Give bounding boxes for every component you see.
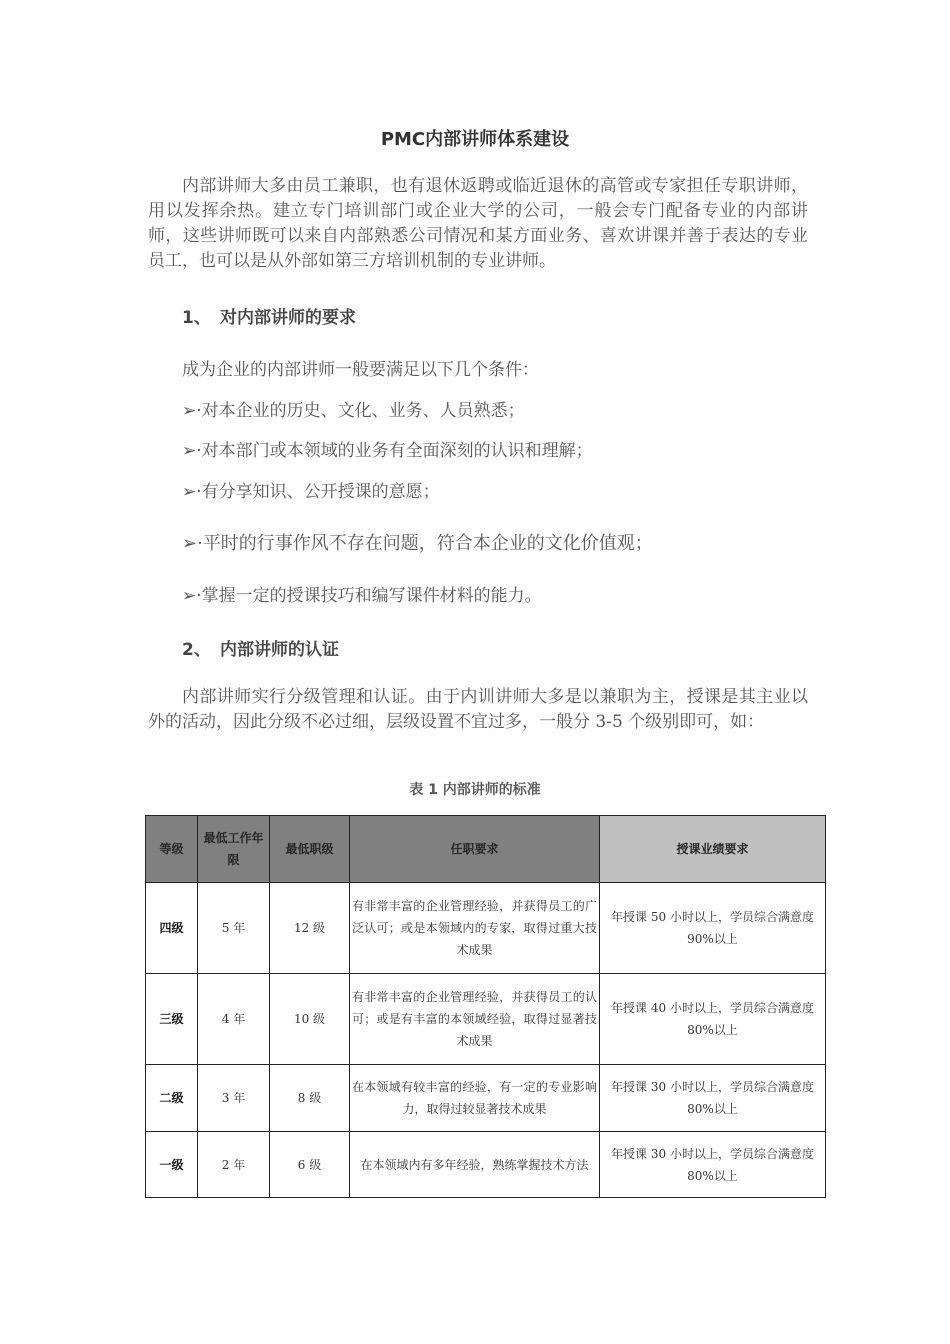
- intro-paragraph: 内部讲师大多由员工兼职，也有退休返聘或临近退休的高管或专家担任专职讲师，用以发挥余热。建立专门培训部门或企业大学的公司，一般会专门配备专业的内部讲师，这些讲师既可以来自内部熟悉公司情况和某方面业务、喜欢讲课并善于表达的专业员工，也可以是从外部如第三方培训机制的专业讲师。: [148, 176, 808, 271]
- requirement-cell: 有非常丰富的企业管理经验，并获得员工的认可；或是有丰富的本领域经验，取得过显著技术成果: [350, 974, 600, 1065]
- level-cell: 三级: [146, 974, 198, 1065]
- bullet-item: [182, 581, 542, 606]
- requirement-cell: 在本领域有较丰富的经验，有一定的专业影响力，取得过较显著技术成果: [350, 1065, 600, 1132]
- bullet-arrow-icon: ➢·: [182, 482, 202, 502]
- bullet-item: [182, 477, 440, 502]
- years-cell: 4 年: [198, 974, 270, 1065]
- section-1-heading: [182, 303, 356, 328]
- years-cell: 5 年: [198, 883, 270, 974]
- lecturer-standards-table: [145, 815, 826, 1198]
- header-level: 等级: [146, 816, 198, 883]
- table-row: [146, 974, 826, 1065]
- section-2-paragraph: 内部讲师实行分级管理和认证。由于内训讲师大多是以兼职为主，授课是其主业以外的活动，因此分级不必过细，层级设置不宜过多，一般分 3-5 个级别即可，如：: [148, 687, 808, 732]
- years-cell: 3 年: [198, 1065, 270, 1132]
- table-row: [146, 1065, 826, 1132]
- section-1-number: 1、: [182, 308, 211, 328]
- table-caption: 表 1 内部讲师的标准: [409, 782, 541, 798]
- requirement-cell: 有非常丰富的企业管理经验，并获得员工的广泛认可；或是本领域内的专家，取得过重大技术成果: [350, 883, 600, 974]
- bullet-text: 对本企业的历史、文化、业务、人员熟悉；: [201, 401, 525, 421]
- performance-cell: 年授课 50 小时以上，学员综合满意度 90%以上: [600, 883, 826, 974]
- performance-cell: 年授课 30 小时以上，学员综合满意度 80%以上: [600, 1132, 826, 1198]
- bullet-arrow-icon: ➢·: [182, 441, 202, 461]
- section-2-title: 内部讲师的认证: [220, 640, 339, 660]
- table-row: [146, 1132, 826, 1198]
- rank-cell: 6 级: [270, 1132, 350, 1198]
- bullet-item: [182, 529, 653, 555]
- document-title: PMC内部讲师体系建设: [380, 129, 570, 150]
- requirement-cell: 在本领域内有多年经验，熟练掌握技术方法: [350, 1132, 600, 1198]
- bullet-item: [182, 396, 525, 421]
- level-cell: 二级: [146, 1065, 198, 1132]
- header-performance: 授课业绩要求: [600, 816, 826, 883]
- bullet-text: 对本部门或本领域的业务有全面深刻的认识和理解；: [201, 441, 593, 461]
- rank-cell: 12 级: [270, 883, 350, 974]
- header-min-rank: 最低职级: [270, 816, 350, 883]
- section-2-number: 2、: [182, 640, 211, 660]
- section-1-lead: 成为企业的内部讲师一般要满足以下几个条件：: [182, 360, 539, 380]
- header-min-years: 最低工作年限: [198, 816, 270, 883]
- level-cell: 一级: [146, 1132, 198, 1198]
- bullet-arrow-icon: ➢·: [182, 401, 202, 421]
- performance-cell: 年授课 30 小时以上，学员综合满意度 80%以上: [600, 1065, 826, 1132]
- table-header-row: [146, 816, 826, 883]
- bullet-arrow-icon: ➢·: [182, 586, 202, 606]
- header-requirement: 任职要求: [350, 816, 600, 883]
- bullet-item: [182, 436, 593, 461]
- performance-cell: 年授课 40 小时以上，学员综合满意度 80%以上: [600, 974, 826, 1065]
- bullet-text: 有分享知识、公开授课的意愿；: [201, 482, 440, 502]
- level-cell: 四级: [146, 883, 198, 974]
- years-cell: 2 年: [198, 1132, 270, 1198]
- bullet-text: 掌握一定的授课技巧和编写课件材料的能力。: [201, 586, 542, 606]
- bullet-text: 平时的行事作风不存在问题，符合本企业的文化价值观；: [202, 533, 653, 554]
- section-1-title: 对内部讲师的要求: [220, 308, 356, 328]
- rank-cell: 10 级: [270, 974, 350, 1065]
- bullet-arrow-icon: ➢·: [182, 533, 203, 554]
- section-2-heading: [182, 635, 339, 660]
- table-row: [146, 883, 826, 974]
- rank-cell: 8 级: [270, 1065, 350, 1132]
